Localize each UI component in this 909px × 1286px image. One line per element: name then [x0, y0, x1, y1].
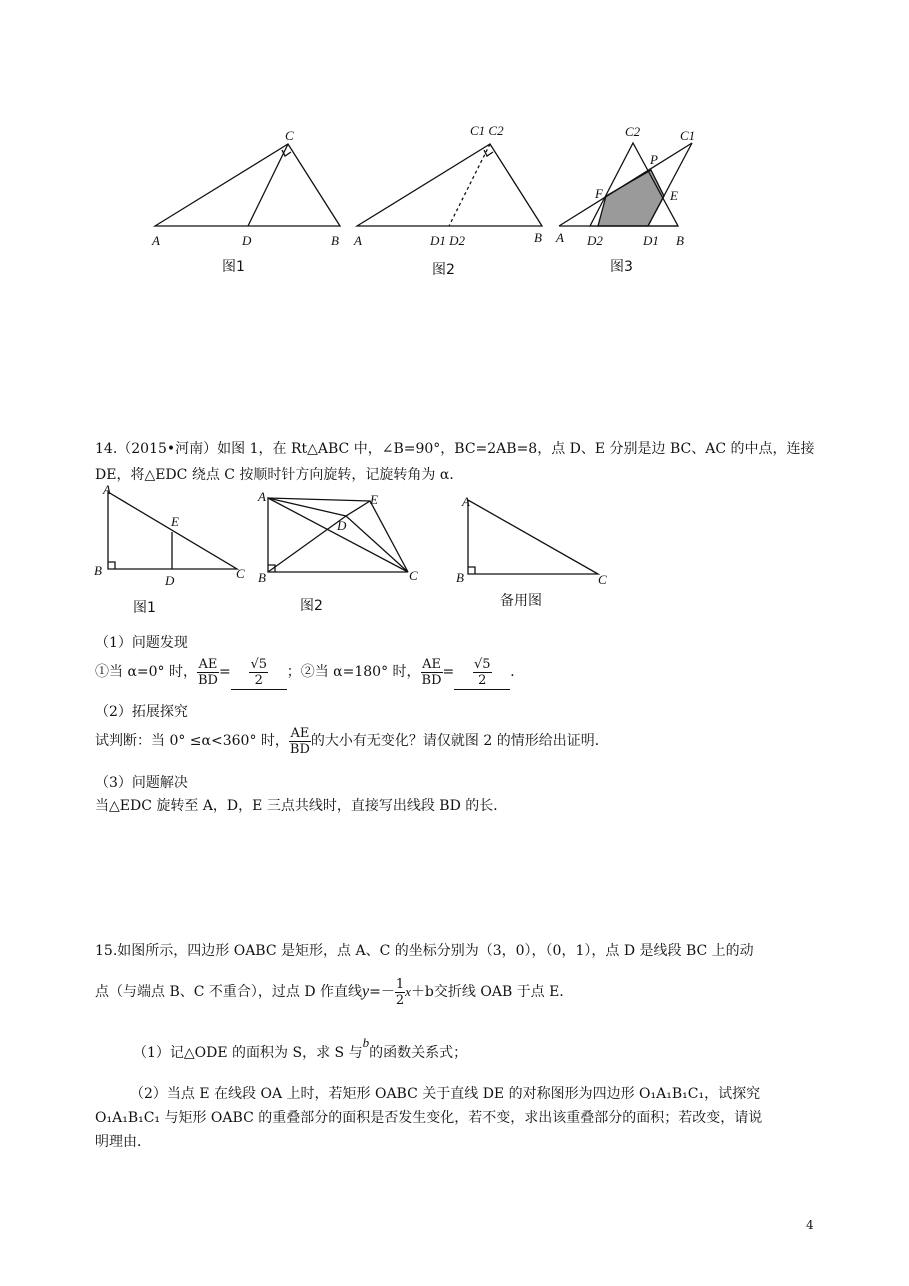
q14-fig2-segment-bd	[268, 516, 346, 572]
q14-fig3-caption: 备用图	[500, 593, 542, 609]
answer-den: 2	[254, 672, 263, 688]
q15-part1-a: （1）记△ODE 的面积为 S，求 S 与	[133, 1045, 363, 1061]
eq-num: 1	[395, 976, 405, 992]
q14-fig1-label-d: D	[165, 573, 175, 588]
q14-part2-b: 的大小有无变化？请仅就图 2 的情形给出证明．	[310, 733, 609, 749]
fig2-label-a: A	[354, 233, 362, 248]
fig3-label-d1: D1	[643, 233, 659, 248]
q14-fig1-label-c: C	[236, 566, 245, 581]
q15-part2-l3: 明理由．	[95, 1134, 151, 1150]
eq-y: y	[362, 983, 370, 1000]
q14-part1-b: ；②当 α=180° 时，	[286, 664, 421, 680]
fig2-label-c1c2: C1 C2	[470, 123, 504, 138]
q14-figures	[0, 480, 909, 615]
q15-line2-a: 点（与端点 B、C 不重合），过点 D 作直线	[95, 984, 363, 1000]
q14-fig3-label-c: C	[598, 572, 607, 587]
frac-num: AE	[422, 656, 441, 672]
q14-fig2-triangle-edc	[346, 501, 408, 572]
q14-fig3-triangle	[468, 500, 598, 574]
q14-part1-frac1	[197, 657, 219, 688]
eq-plus-b: ＋b	[410, 984, 434, 1000]
q14-part3-text: 当△EDC 旋转至 A，D，E 三点共线时，直接写出线段 BD 的长．	[95, 798, 508, 814]
q14-fig2-segment-ad	[268, 498, 346, 516]
fig2-label-d1d2: D1 D2	[430, 233, 466, 248]
q15-part1-c: 的函数关系式；	[369, 1045, 468, 1061]
q15-line2	[95, 972, 573, 1012]
eq-x: x	[405, 984, 411, 999]
fig3-caption: 图3	[610, 259, 633, 275]
frac-num: AE	[198, 656, 218, 672]
q14-answer1	[249, 657, 268, 688]
q14-answer2	[473, 657, 492, 688]
answer-den: 2	[478, 672, 487, 688]
fig3-label-c1: C1	[680, 128, 696, 143]
fig3-label-b: B	[676, 233, 684, 248]
frac-den: BD	[421, 672, 442, 688]
q14-line2: DE，将△EDC 绕点 C 按顺时针方向旋转，记旋转角为 α．	[95, 467, 464, 483]
fig3-label-e: E	[670, 188, 678, 203]
fig1-label-b: B	[331, 233, 339, 248]
fig2-caption: 图2	[432, 262, 455, 278]
q14-fig1-right-angle	[108, 562, 115, 569]
fig1-label-c: C	[285, 128, 294, 143]
frac-num: AE	[290, 725, 310, 741]
q15-part1	[133, 1035, 468, 1062]
q15-line1: 15.如图所示，四边形 OABC 是矩形，点 A、C 的坐标分别为（3，0），（0，1），点 D 是线段 BC 上的动	[95, 943, 754, 959]
q15-part2-l1: （2）当点 E 在线段 OA 上时，若矩形 OABC 关于直线 DE 的对称图形为四边形 O₁A₁B₁C₁，试探究	[130, 1086, 761, 1102]
q14-fig1-caption: 图1	[133, 600, 156, 616]
q15-part2-l2: O₁A₁B₁C₁ 与矩形 OABC 的重叠部分的面积是否发生变化，若不变，求出该重叠部分的面积；若改变，请说	[95, 1110, 763, 1126]
fig1-label-a: A	[152, 233, 160, 248]
fig3-shaded-region	[598, 170, 664, 226]
q14-fig2-label-b: B	[258, 570, 266, 585]
fig1-label-d: D	[242, 233, 252, 248]
q14-fig2-caption: 图2	[300, 598, 323, 614]
answer-num: √5	[473, 656, 491, 672]
q14-part2-title: （2）拓展探究	[95, 704, 188, 720]
q14-fig2-label-d: D	[337, 518, 347, 533]
q14-fig3-label-b: B	[456, 570, 464, 585]
q14-fig3-label-a: A	[462, 494, 470, 509]
q14-part1-frac2	[421, 657, 443, 688]
q14-answer-blank1[interactable]	[231, 655, 287, 690]
q14-part1-a: ①当 α=0° 时，	[95, 664, 197, 680]
eq-equals-minus: =－	[369, 984, 395, 1000]
fig1-caption: 图1	[222, 259, 245, 275]
q14-part2-frac	[289, 726, 311, 757]
q14-fig2-label-e: E	[370, 492, 378, 507]
fig1-right-angle-mark	[282, 150, 291, 156]
fig2-right-angle-mark	[484, 150, 493, 156]
q14-part1-end: ．	[510, 664, 525, 680]
frac-den: BD	[289, 741, 310, 757]
q14-fig3-right-angle	[468, 567, 475, 574]
q14-part1-title: （1）问题发现	[95, 635, 188, 651]
q14-line1: 14.（2015•河南）如图 1，在 Rt△ABC 中，∠B=90°，BC=2AB=8，点 D、E 分别是边 BC、AC 的中点，连接	[95, 441, 815, 457]
q14-fig2-label-c: C	[409, 568, 418, 583]
q15-var-b: b	[362, 1035, 370, 1050]
fig3-label-f: F	[595, 186, 603, 201]
page-number: 4	[806, 1218, 814, 1232]
fig2-triangle	[357, 144, 542, 226]
frac-den: BD	[198, 672, 218, 688]
q14-fig2-segment-ae	[268, 498, 370, 501]
q14-answer-blank2[interactable]	[454, 655, 510, 690]
q14-part2-line	[95, 724, 609, 758]
q14-fig1-label-e: E	[171, 514, 179, 529]
fig3-label-c2: C2	[625, 124, 641, 139]
q14-fig2-triangle-abc	[268, 498, 408, 572]
answer-num: √5	[250, 656, 267, 672]
eq-den: 2	[395, 992, 405, 1008]
fig3-label-a: A	[556, 230, 564, 245]
q14-part3-title: （3）问题解决	[95, 775, 188, 791]
q15-line2-b: 交折线 OAB 于点 E．	[433, 984, 574, 1000]
eq-fraction	[395, 977, 405, 1008]
fig3-label-p: P	[650, 152, 658, 167]
q14-fig1-label-a: A	[103, 482, 111, 497]
fig3-label-d2: D2	[587, 233, 603, 248]
q14-fig1-label-b: B	[94, 563, 102, 578]
q14-fig2-label-a: A	[258, 489, 266, 504]
q14-part1-line: ①当 α=0° 时， $\frac{AE}{BD}$ = $\frac{√5}{2}$ ；②当 α=180° 时， $\frac{AE}{BD}$ = $\frac{√5}{2}$ ．	[95, 655, 524, 690]
q14-part2-a: 试判断：当 0° ≤α<360° 时，	[95, 733, 289, 749]
fig2-label-b: B	[534, 230, 542, 245]
fig1-triangle-abc	[155, 144, 340, 226]
